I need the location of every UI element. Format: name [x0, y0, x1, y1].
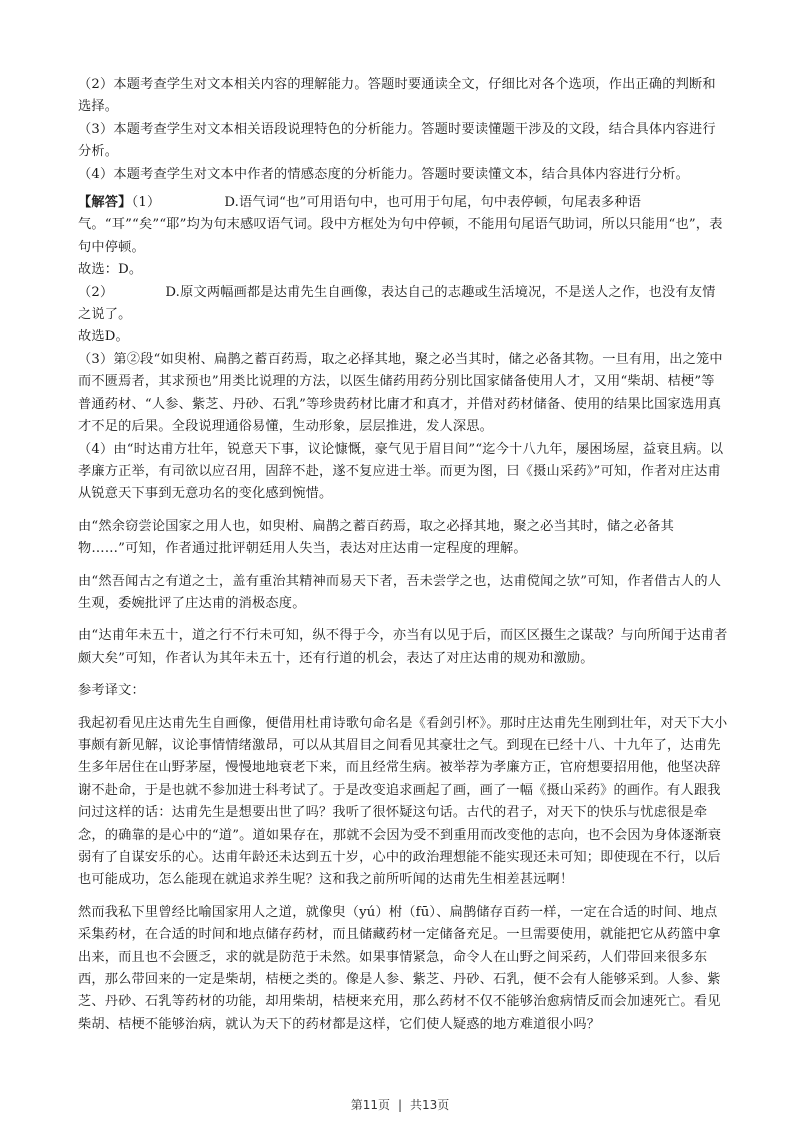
analysis-3: （3）本题考查学生对文本相关语段说理特色的分析能力。答题时要读懂题干涉及的文段，结合具体内容进行分析。 — [78, 121, 716, 160]
reference-label: 参考译文： — [78, 683, 145, 699]
answer-1-choice: 故选：D。 — [78, 262, 143, 278]
page-number-current: 第11页 — [350, 1098, 390, 1112]
answer-2-text: D.原文两幅画都是达甫先生自画像，表达自己的志趣或生活境况，不是送人之作，也没有友情之说了。 — [78, 284, 716, 323]
answer-4: （4）由“时达甫方壮年，锐意天下事，议论慷慨，豪气见于眉目间”“迄今十八九年，屡困场屋，益衰且病。以孝廉方正举，有司欲以应召用，固辞不赴，遂不复应进士举。而更为图，曰《摄山采药》”可知，作者对庄达甫从锐意天下事到无意功名的变化感到惋惜。 — [78, 441, 724, 502]
answer-4b: 由“然余窃尝论国家之用人也，如臾柎、扁鹊之蓄百药焉，取之必择其地，聚之必当其时，储之必备其物……”可知，作者通过批评朝廷用人失当，表达对庄达甫一定程度的理解。 — [78, 518, 674, 557]
analysis-2: （2）本题考查学生对文本相关内容的理解能力。答题时要通读全文，仔细比对各个选项，作出正确的判断和选择。 — [78, 77, 716, 115]
analysis-4: （4）本题考查学生对文本中作者的情感态度的分析能力。答题时要读懂文本，结合具体内容进行分析。 — [78, 166, 690, 182]
answer-1-text: D.语气词“也”可用语句中，也可用于句尾，句中表停顿，句尾表多种语气。“耳”“矣”“耶”均为句末感叹语气词。段中方框处为句中停顿，不能用句尾语气助词，所以只能用“也”，表句中停顿。 — [78, 195, 723, 255]
answer-4d: 由“达甫年未五十，道之行不行未可知，纵不得于今，亦当有以见于后，而区区摄生之谋哉？与向所闻于达甫者颇大矣”可知，作者认为其年未五十，还有行道的机会，表达了对庄达甫的规劝和激励。 — [78, 628, 728, 666]
answer-2-choice: 故选D。 — [78, 329, 129, 345]
answer-3: （3）第②段“如臾柎、扁鹊之蓄百药焉，取之必择其地，聚之必当其时，储之必备其物。一旦有用，出之笼中而不匮焉者，其求预也”用类比说理的方法，以医生储药用药分别比国家储备使用人才，又用“柴胡、桔梗”等普通药材、“人参、紫芝、丹砂、石乳”等珍贵药材比庸才和真才，并借对药材储备、使用的结果比国家选用真才不足的后果。全段说理通俗易懂，生动形象，层层推进，发人深思。 — [78, 351, 723, 435]
footer-separator: | — [397, 1098, 403, 1112]
answer-1-number: （1） — [131, 195, 161, 211]
translation-2: 然而我私下里曾经比喻国家用人之道，就像臾（yú）柎（fū）、扁鹊储存百药一样，一定在合适的时间、地点采集药材，在合适的时间和地点储存药材，而且储藏药材一定储备充足。一旦需要使用，就能把它从药篮中拿出来，而且也不会匮乏，求的就是防范于未然。如果事情紧急，命令人在山野之间采药，人们带回来很多东西，那么带回来的一定是柴胡，桔梗之类的。像是人参、紫芝、丹砂、石乳，便不会有人能够采到。人参、紫芝、丹砂、石乳等药材的功能，却用柴胡，桔梗来充用，那么药材不仅不能够治愈病情反而会加速死亡。看见柴胡、桔梗不能够治病，就认为天下的药材都是这样，它们使人疑惑的地方难道很小吗？ — [78, 904, 721, 1032]
answer-1 — [78, 192, 728, 259]
document-body — [78, 74, 728, 1036]
answer-2 — [78, 282, 728, 327]
answer-label: 【解答】 — [78, 195, 132, 211]
answer-4c: 由“然吾闻古之有道之士，盖有重治其精神而易天下者，吾未尝学之也，达甫傥闻之欤”可知，作者借古人的人生观，委婉批评了庄达甫的消极态度。 — [78, 573, 722, 611]
page-footer — [0, 1096, 800, 1113]
translation-1: 我起初看见庄达甫先生自画像，便借用杜甫诗歌句命名是《看剑引杯》。那时庄达甫先生刚到壮年，对天下大小事颇有新见解，议论事情情绪激昂，可以从其眉目之间看见其豪壮之气。到现在已经十八、十九年了，达甫先生多年居住在山野茅屋，慢慢地地衰老下来，而且经常生病。被举荐为孝廉方正，官府想要招用他，他坚决辞谢不赴命，于是也就不参加进士科考试了。于是改变追求画起了画，画了一幅《摄山采药》的画作。有人跟我问过这样的话：达甫先生是想要出世了吗？我听了很怀疑这句话。古代的君子，对天下的快乐与忧虑很是牵念，的确靠的是心中的“道”。道如果存在，那就不会因为受不到重用而改变他的志向，也不会因为身体逐渐衰弱有了自谋安乐的心。达甫年龄还未达到五十岁，心中的政治理想能不能实现还未可知；即使现在不行，以后也可能成功，怎么能现在就追求养生呢？这和我之前所听闻的达甫先生相差甚远啊！ — [78, 715, 728, 888]
page-number-total: 共13页 — [410, 1098, 450, 1112]
answer-2-number: （2） — [78, 284, 114, 300]
